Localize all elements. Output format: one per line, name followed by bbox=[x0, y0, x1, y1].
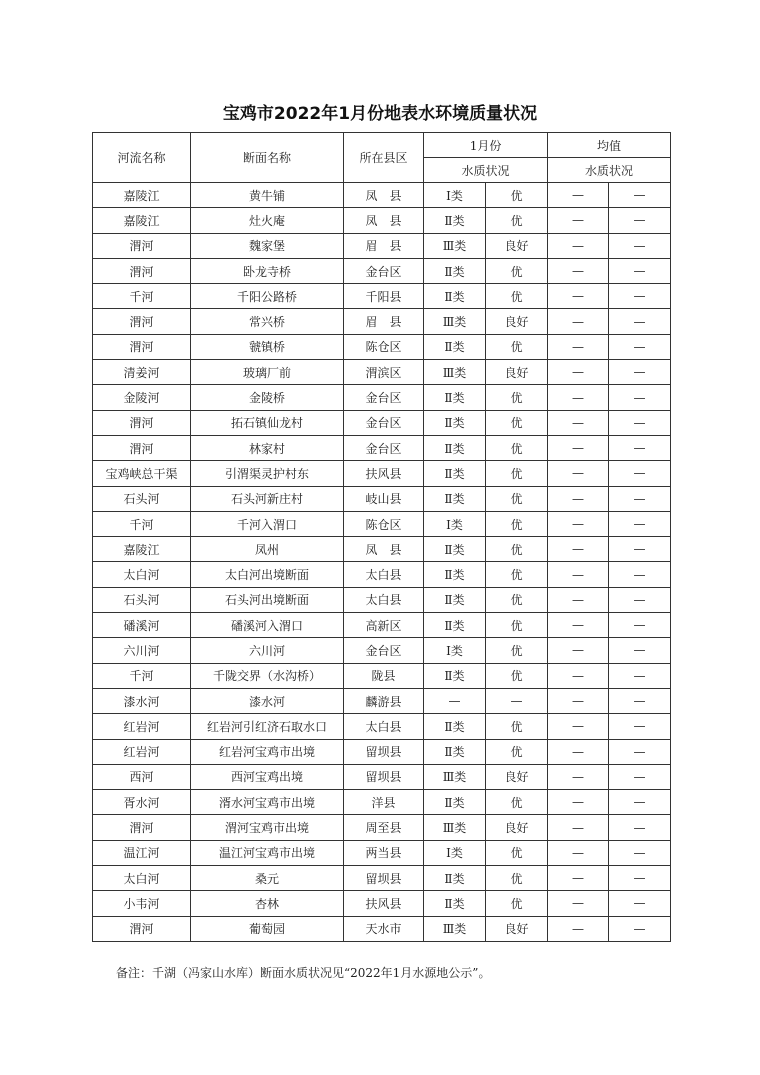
cell-section: 魏家堡 bbox=[191, 233, 344, 258]
cell-avg-quality: — bbox=[609, 866, 671, 891]
cell-section: 红岩河宝鸡市出境 bbox=[191, 739, 344, 764]
cell-county: 金台区 bbox=[344, 638, 424, 663]
cell-section: 千阳公路桥 bbox=[191, 284, 344, 309]
cell-class: Ⅱ类 bbox=[424, 208, 486, 233]
cell-class: Ⅱ类 bbox=[424, 334, 486, 359]
table-row bbox=[93, 309, 671, 334]
table-row bbox=[93, 714, 671, 739]
cell-avg-quality: — bbox=[609, 790, 671, 815]
cell-class: Ⅱ类 bbox=[424, 461, 486, 486]
cell-section: 六川河 bbox=[191, 638, 344, 663]
cell-section: 拓石镇仙龙村 bbox=[191, 410, 344, 435]
cell-section: 磻溪河入渭口 bbox=[191, 613, 344, 638]
cell-county: 眉 县 bbox=[344, 309, 424, 334]
cell-class: Ⅱ类 bbox=[424, 258, 486, 283]
cell-class: Ⅲ类 bbox=[424, 815, 486, 840]
cell-county: 陈仓区 bbox=[344, 334, 424, 359]
cell-river: 温江河 bbox=[93, 840, 191, 865]
cell-river: 漆水河 bbox=[93, 688, 191, 713]
header-row bbox=[93, 133, 671, 158]
cell-class: Ⅱ类 bbox=[424, 663, 486, 688]
table-row bbox=[93, 208, 671, 233]
cell-river: 渭河 bbox=[93, 435, 191, 460]
cell-river: 千河 bbox=[93, 663, 191, 688]
cell-avg-quality: — bbox=[609, 360, 671, 385]
cell-avg-class: — bbox=[548, 790, 609, 815]
cell-section: 玻璃厂前 bbox=[191, 360, 344, 385]
cell-avg-quality: — bbox=[609, 385, 671, 410]
cell-section: 凤州 bbox=[191, 537, 344, 562]
cell-quality: 优 bbox=[486, 790, 548, 815]
cell-quality: 优 bbox=[486, 739, 548, 764]
header-month: 1月份 bbox=[424, 133, 548, 158]
cell-avg-quality: — bbox=[609, 284, 671, 309]
cell-avg-class: — bbox=[548, 284, 609, 309]
table-row bbox=[93, 511, 671, 536]
cell-class: Ⅱ类 bbox=[424, 486, 486, 511]
cell-section: 葡萄园 bbox=[191, 916, 344, 941]
cell-class: Ⅲ类 bbox=[424, 764, 486, 789]
cell-quality: 优 bbox=[486, 638, 548, 663]
cell-avg-quality: — bbox=[609, 815, 671, 840]
cell-class: Ⅱ类 bbox=[424, 714, 486, 739]
cell-class: Ⅱ类 bbox=[424, 284, 486, 309]
table-row bbox=[93, 613, 671, 638]
table-row bbox=[93, 461, 671, 486]
cell-river: 太白河 bbox=[93, 562, 191, 587]
cell-quality: 优 bbox=[486, 435, 548, 460]
cell-county: 凤 县 bbox=[344, 208, 424, 233]
cell-county: 渭滨区 bbox=[344, 360, 424, 385]
cell-quality: 优 bbox=[486, 840, 548, 865]
footnote: 备注：千湖（冯家山水库）断面水质状况见“2022年1月水源地公示”。 bbox=[116, 966, 491, 980]
cell-quality: 优 bbox=[486, 714, 548, 739]
cell-avg-quality: — bbox=[609, 840, 671, 865]
table-row bbox=[93, 638, 671, 663]
cell-avg-class: — bbox=[548, 866, 609, 891]
cell-county: 金台区 bbox=[344, 435, 424, 460]
cell-quality: 优 bbox=[486, 284, 548, 309]
page-title: 宝鸡市2022年1月份地表水环境质量状况 bbox=[222, 104, 538, 124]
cell-county: 洋县 bbox=[344, 790, 424, 815]
header-county: 所在县区 bbox=[344, 133, 424, 183]
table-row bbox=[93, 916, 671, 941]
cell-avg-class: — bbox=[548, 891, 609, 916]
cell-section: 千陇交界（水沟桥） bbox=[191, 663, 344, 688]
cell-avg-class: — bbox=[548, 233, 609, 258]
cell-quality: 良好 bbox=[486, 916, 548, 941]
cell-class: Ⅰ类 bbox=[424, 840, 486, 865]
table-row bbox=[93, 764, 671, 789]
cell-river: 金陵河 bbox=[93, 385, 191, 410]
cell-county: 金台区 bbox=[344, 385, 424, 410]
cell-quality: 优 bbox=[486, 537, 548, 562]
cell-avg-class: — bbox=[548, 435, 609, 460]
table-row bbox=[93, 183, 671, 208]
table-row bbox=[93, 688, 671, 713]
cell-avg-quality: — bbox=[609, 739, 671, 764]
cell-river: 宝鸡峡总干渠 bbox=[93, 461, 191, 486]
cell-river: 渭河 bbox=[93, 815, 191, 840]
cell-river: 千河 bbox=[93, 284, 191, 309]
cell-section: 林家村 bbox=[191, 435, 344, 460]
cell-section: 黄牛铺 bbox=[191, 183, 344, 208]
cell-class: Ⅰ类 bbox=[424, 638, 486, 663]
cell-quality: 优 bbox=[486, 461, 548, 486]
cell-county: 留坝县 bbox=[344, 739, 424, 764]
cell-avg-class: — bbox=[548, 461, 609, 486]
cell-river: 渭河 bbox=[93, 410, 191, 435]
cell-avg-class: — bbox=[548, 764, 609, 789]
cell-avg-quality: — bbox=[609, 613, 671, 638]
table-row bbox=[93, 258, 671, 283]
table-row bbox=[93, 587, 671, 612]
cell-avg-quality: — bbox=[609, 511, 671, 536]
cell-avg-quality: — bbox=[609, 410, 671, 435]
table-row bbox=[93, 385, 671, 410]
cell-avg-quality: — bbox=[609, 233, 671, 258]
cell-river: 太白河 bbox=[93, 866, 191, 891]
table-row bbox=[93, 537, 671, 562]
cell-quality: 优 bbox=[486, 385, 548, 410]
cell-section: 渭河宝鸡市出境 bbox=[191, 815, 344, 840]
cell-river: 石头河 bbox=[93, 486, 191, 511]
table-row bbox=[93, 891, 671, 916]
cell-quality: — bbox=[486, 688, 548, 713]
cell-avg-quality: — bbox=[609, 461, 671, 486]
cell-avg-quality: — bbox=[609, 334, 671, 359]
cell-quality: 优 bbox=[486, 613, 548, 638]
cell-avg-class: — bbox=[548, 916, 609, 941]
cell-avg-class: — bbox=[548, 334, 609, 359]
cell-avg-class: — bbox=[548, 688, 609, 713]
table-row bbox=[93, 815, 671, 840]
cell-avg-class: — bbox=[548, 537, 609, 562]
cell-county: 留坝县 bbox=[344, 866, 424, 891]
cell-class: Ⅱ类 bbox=[424, 562, 486, 587]
cell-county: 扶风县 bbox=[344, 461, 424, 486]
cell-section: 虢镇桥 bbox=[191, 334, 344, 359]
cell-section: 常兴桥 bbox=[191, 309, 344, 334]
cell-avg-class: — bbox=[548, 385, 609, 410]
cell-county: 凤 县 bbox=[344, 537, 424, 562]
table-row bbox=[93, 790, 671, 815]
cell-avg-quality: — bbox=[609, 309, 671, 334]
cell-county: 麟游县 bbox=[344, 688, 424, 713]
cell-county: 扶风县 bbox=[344, 891, 424, 916]
cell-avg-quality: — bbox=[609, 891, 671, 916]
cell-river: 石头河 bbox=[93, 587, 191, 612]
cell-river: 嘉陵江 bbox=[93, 208, 191, 233]
cell-quality: 优 bbox=[486, 663, 548, 688]
table-row bbox=[93, 334, 671, 359]
cell-class: Ⅱ类 bbox=[424, 613, 486, 638]
table-row bbox=[93, 284, 671, 309]
cell-county: 天水市 bbox=[344, 916, 424, 941]
cell-county: 金台区 bbox=[344, 258, 424, 283]
cell-county: 陇县 bbox=[344, 663, 424, 688]
cell-avg-quality: — bbox=[609, 258, 671, 283]
cell-class: Ⅱ类 bbox=[424, 790, 486, 815]
cell-avg-quality: — bbox=[609, 435, 671, 460]
cell-avg-class: — bbox=[548, 309, 609, 334]
cell-quality: 优 bbox=[486, 511, 548, 536]
table-row bbox=[93, 410, 671, 435]
cell-avg-class: — bbox=[548, 638, 609, 663]
table-row bbox=[93, 486, 671, 511]
cell-avg-class: — bbox=[548, 613, 609, 638]
cell-class: Ⅱ类 bbox=[424, 537, 486, 562]
cell-county: 陈仓区 bbox=[344, 511, 424, 536]
table-row bbox=[93, 360, 671, 385]
cell-river: 渭河 bbox=[93, 309, 191, 334]
cell-section: 太白河出境断面 bbox=[191, 562, 344, 587]
header-avg: 均值 bbox=[548, 133, 671, 158]
header-avg-quality: 水质状况 bbox=[548, 158, 671, 183]
cell-class: Ⅰ类 bbox=[424, 183, 486, 208]
cell-avg-class: — bbox=[548, 739, 609, 764]
cell-avg-quality: — bbox=[609, 562, 671, 587]
cell-quality: 优 bbox=[486, 208, 548, 233]
cell-section: 千河入渭口 bbox=[191, 511, 344, 536]
header-month-quality: 水质状况 bbox=[424, 158, 548, 183]
cell-class: Ⅲ类 bbox=[424, 360, 486, 385]
table-row bbox=[93, 866, 671, 891]
cell-avg-class: — bbox=[548, 511, 609, 536]
cell-class: Ⅰ类 bbox=[424, 511, 486, 536]
cell-section: 温江河宝鸡市出境 bbox=[191, 840, 344, 865]
water-quality-table bbox=[92, 132, 671, 942]
cell-avg-class: — bbox=[548, 562, 609, 587]
cell-river: 磻溪河 bbox=[93, 613, 191, 638]
cell-section: 石头河新庄村 bbox=[191, 486, 344, 511]
cell-section: 灶火庵 bbox=[191, 208, 344, 233]
cell-river: 小韦河 bbox=[93, 891, 191, 916]
cell-quality: 良好 bbox=[486, 764, 548, 789]
cell-avg-quality: — bbox=[609, 537, 671, 562]
cell-county: 千阳县 bbox=[344, 284, 424, 309]
cell-section: 石头河出境断面 bbox=[191, 587, 344, 612]
cell-section: 红岩河引红济石取水口 bbox=[191, 714, 344, 739]
cell-section: 卧龙寺桥 bbox=[191, 258, 344, 283]
cell-county: 留坝县 bbox=[344, 764, 424, 789]
cell-section: 漆水河 bbox=[191, 688, 344, 713]
cell-section: 西河宝鸡出境 bbox=[191, 764, 344, 789]
cell-county: 两当县 bbox=[344, 840, 424, 865]
cell-avg-class: — bbox=[548, 815, 609, 840]
cell-class: Ⅱ类 bbox=[424, 739, 486, 764]
cell-river: 渭河 bbox=[93, 258, 191, 283]
cell-avg-class: — bbox=[548, 486, 609, 511]
cell-class: Ⅱ类 bbox=[424, 866, 486, 891]
cell-avg-quality: — bbox=[609, 916, 671, 941]
cell-avg-class: — bbox=[548, 258, 609, 283]
cell-county: 太白县 bbox=[344, 587, 424, 612]
cell-county: 眉 县 bbox=[344, 233, 424, 258]
cell-avg-class: — bbox=[548, 410, 609, 435]
cell-class: Ⅲ类 bbox=[424, 309, 486, 334]
cell-quality: 优 bbox=[486, 334, 548, 359]
cell-quality: 优 bbox=[486, 410, 548, 435]
header-river: 河流名称 bbox=[93, 133, 191, 183]
cell-class: Ⅱ类 bbox=[424, 435, 486, 460]
cell-section: 湑水河宝鸡市出境 bbox=[191, 790, 344, 815]
cell-county: 太白县 bbox=[344, 562, 424, 587]
cell-county: 太白县 bbox=[344, 714, 424, 739]
cell-avg-quality: — bbox=[609, 208, 671, 233]
cell-avg-quality: — bbox=[609, 638, 671, 663]
cell-river: 胥水河 bbox=[93, 790, 191, 815]
cell-quality: 优 bbox=[486, 486, 548, 511]
table-row bbox=[93, 840, 671, 865]
cell-quality: 良好 bbox=[486, 815, 548, 840]
cell-class: Ⅲ类 bbox=[424, 916, 486, 941]
cell-avg-class: — bbox=[548, 663, 609, 688]
cell-quality: 优 bbox=[486, 562, 548, 587]
cell-section: 桑元 bbox=[191, 866, 344, 891]
cell-county: 高新区 bbox=[344, 613, 424, 638]
cell-quality: 良好 bbox=[486, 360, 548, 385]
cell-avg-class: — bbox=[548, 360, 609, 385]
cell-quality: 优 bbox=[486, 587, 548, 612]
cell-river: 渭河 bbox=[93, 233, 191, 258]
cell-avg-quality: — bbox=[609, 714, 671, 739]
cell-river: 千河 bbox=[93, 511, 191, 536]
cell-avg-class: — bbox=[548, 587, 609, 612]
cell-county: 岐山县 bbox=[344, 486, 424, 511]
cell-quality: 优 bbox=[486, 258, 548, 283]
cell-avg-class: — bbox=[548, 208, 609, 233]
cell-river: 清姜河 bbox=[93, 360, 191, 385]
cell-quality: 优 bbox=[486, 891, 548, 916]
cell-section: 金陵桥 bbox=[191, 385, 344, 410]
cell-avg-class: — bbox=[548, 840, 609, 865]
cell-quality: 优 bbox=[486, 183, 548, 208]
header-section: 断面名称 bbox=[191, 133, 344, 183]
cell-avg-quality: — bbox=[609, 587, 671, 612]
cell-quality: 良好 bbox=[486, 309, 548, 334]
table-row bbox=[93, 562, 671, 587]
table-row bbox=[93, 663, 671, 688]
cell-river: 红岩河 bbox=[93, 714, 191, 739]
cell-county: 周至县 bbox=[344, 815, 424, 840]
cell-class: Ⅲ类 bbox=[424, 233, 486, 258]
cell-river: 红岩河 bbox=[93, 739, 191, 764]
cell-class: Ⅱ类 bbox=[424, 410, 486, 435]
cell-river: 渭河 bbox=[93, 334, 191, 359]
cell-avg-class: — bbox=[548, 714, 609, 739]
cell-avg-quality: — bbox=[609, 486, 671, 511]
cell-section: 杏林 bbox=[191, 891, 344, 916]
cell-section: 引渭渠灵护村东 bbox=[191, 461, 344, 486]
table-row bbox=[93, 435, 671, 460]
cell-quality: 优 bbox=[486, 866, 548, 891]
cell-class: Ⅱ类 bbox=[424, 891, 486, 916]
cell-avg-quality: — bbox=[609, 183, 671, 208]
cell-river: 嘉陵江 bbox=[93, 537, 191, 562]
cell-avg-quality: — bbox=[609, 764, 671, 789]
cell-county: 凤 县 bbox=[344, 183, 424, 208]
cell-avg-class: — bbox=[548, 183, 609, 208]
cell-quality: 良好 bbox=[486, 233, 548, 258]
cell-river: 六川河 bbox=[93, 638, 191, 663]
cell-avg-quality: — bbox=[609, 688, 671, 713]
cell-county: 金台区 bbox=[344, 410, 424, 435]
cell-river: 西河 bbox=[93, 764, 191, 789]
table-row bbox=[93, 233, 671, 258]
cell-class: Ⅱ类 bbox=[424, 587, 486, 612]
cell-class: — bbox=[424, 688, 486, 713]
cell-river: 渭河 bbox=[93, 916, 191, 941]
cell-river: 嘉陵江 bbox=[93, 183, 191, 208]
cell-class: Ⅱ类 bbox=[424, 385, 486, 410]
cell-avg-quality: — bbox=[609, 663, 671, 688]
table-row bbox=[93, 739, 671, 764]
